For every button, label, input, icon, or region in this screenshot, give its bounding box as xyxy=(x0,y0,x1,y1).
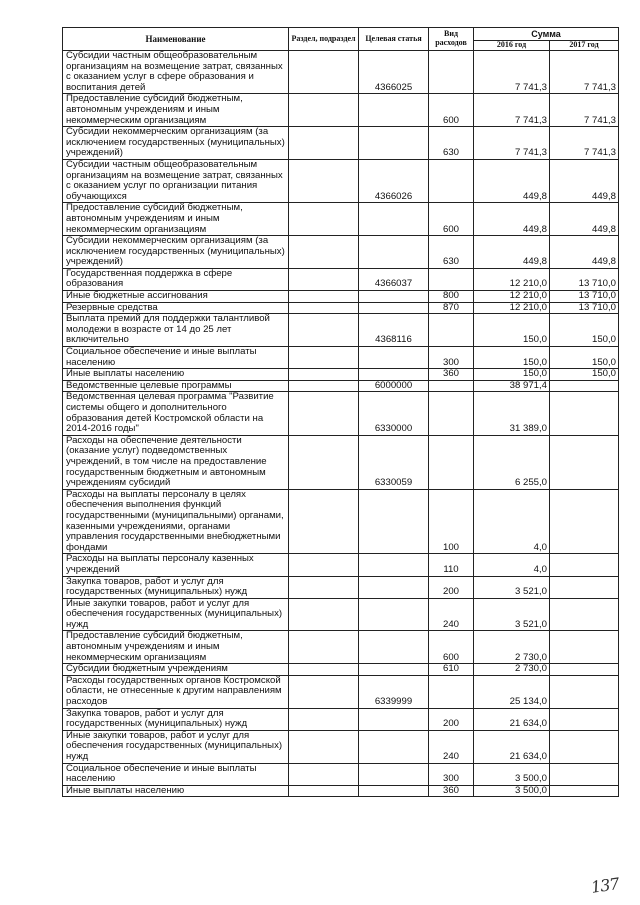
header-year-2016: 2016 год xyxy=(474,41,550,51)
cell-target xyxy=(359,302,429,314)
cell-sum-2017 xyxy=(550,554,619,576)
table-row xyxy=(63,314,619,347)
cell-name: Социальное обеспечение и иные выплаты населению xyxy=(63,763,289,785)
cell-expense-type xyxy=(429,435,474,489)
cell-expense-type: 200 xyxy=(429,708,474,730)
cell-target xyxy=(359,785,429,797)
cell-sum-2017: 13 710,0 xyxy=(550,302,619,314)
cell-expense-type: 300 xyxy=(429,763,474,785)
cell-sum-2016: 7 741,3 xyxy=(474,127,550,160)
cell-target xyxy=(359,203,429,236)
cell-expense-type: 300 xyxy=(429,347,474,369)
cell-expense-type: 200 xyxy=(429,576,474,598)
cell-sum-2017: 150,0 xyxy=(550,314,619,347)
table-row xyxy=(63,730,619,763)
cell-expense-type: 800 xyxy=(429,291,474,303)
cell-section xyxy=(289,314,359,347)
header-target: Целевая статья xyxy=(359,28,429,51)
cell-sum-2016: 449,8 xyxy=(474,159,550,202)
cell-target xyxy=(359,664,429,676)
cell-name: Предоставление субсидий бюджетным, автономным учреждениям и иным некоммерческим организациям xyxy=(63,203,289,236)
cell-section xyxy=(289,291,359,303)
cell-sum-2016: 12 210,0 xyxy=(474,291,550,303)
cell-sum-2016: 21 634,0 xyxy=(474,708,550,730)
cell-sum-2017: 449,8 xyxy=(550,159,619,202)
cell-target xyxy=(359,554,429,576)
table-row xyxy=(63,203,619,236)
cell-target xyxy=(359,598,429,631)
cell-section xyxy=(289,631,359,664)
cell-sum-2017 xyxy=(550,435,619,489)
table-row xyxy=(63,347,619,369)
table-body xyxy=(63,51,619,797)
cell-section xyxy=(289,380,359,392)
cell-expense-type xyxy=(429,314,474,347)
cell-name: Субсидии некоммерческим организациям (за исключением государственных (муниципальных) учреждений) xyxy=(63,236,289,269)
cell-sum-2016: 12 210,0 xyxy=(474,302,550,314)
cell-sum-2016: 3 521,0 xyxy=(474,576,550,598)
cell-sum-2016: 2 730,0 xyxy=(474,631,550,664)
cell-sum-2017: 7 741,3 xyxy=(550,51,619,94)
cell-name: Государственная поддержка в сфере образования xyxy=(63,268,289,290)
table-row xyxy=(63,159,619,202)
table-row xyxy=(63,302,619,314)
cell-section xyxy=(289,763,359,785)
cell-expense-type xyxy=(429,380,474,392)
cell-name: Иные закупки товаров, работ и услуг для обеспечения государственных (муниципальных) нужд xyxy=(63,730,289,763)
table-row xyxy=(63,392,619,435)
table-row xyxy=(63,127,619,160)
cell-target xyxy=(359,369,429,381)
cell-section xyxy=(289,785,359,797)
cell-expense-type: 600 xyxy=(429,631,474,664)
cell-sum-2017: 13 710,0 xyxy=(550,291,619,303)
cell-expense-type: 360 xyxy=(429,785,474,797)
cell-section xyxy=(289,369,359,381)
cell-expense-type: 240 xyxy=(429,730,474,763)
cell-section xyxy=(289,203,359,236)
page-number: 137 xyxy=(589,874,620,897)
cell-sum-2017 xyxy=(550,392,619,435)
cell-section xyxy=(289,302,359,314)
cell-sum-2017 xyxy=(550,664,619,676)
cell-name: Иные выплаты населению xyxy=(63,785,289,797)
cell-section xyxy=(289,392,359,435)
cell-sum-2016: 3 500,0 xyxy=(474,785,550,797)
cell-sum-2016: 2 730,0 xyxy=(474,664,550,676)
table-row xyxy=(63,380,619,392)
cell-section xyxy=(289,489,359,554)
cell-target xyxy=(359,291,429,303)
table-row xyxy=(63,576,619,598)
cell-sum-2016: 25 134,0 xyxy=(474,675,550,708)
cell-section xyxy=(289,127,359,160)
cell-expense-type: 100 xyxy=(429,489,474,554)
cell-sum-2017 xyxy=(550,380,619,392)
table-row xyxy=(63,554,619,576)
cell-section xyxy=(289,675,359,708)
cell-sum-2016: 4,0 xyxy=(474,489,550,554)
cell-name: Иные закупки товаров, работ и услуг для обеспечения государственных (муниципальных) нужд xyxy=(63,598,289,631)
table-row xyxy=(63,675,619,708)
header-sum: Сумма xyxy=(474,28,619,41)
cell-sum-2016: 449,8 xyxy=(474,203,550,236)
cell-expense-type: 110 xyxy=(429,554,474,576)
table-row xyxy=(63,94,619,127)
cell-section xyxy=(289,159,359,202)
cell-sum-2016: 31 389,0 xyxy=(474,392,550,435)
cell-target xyxy=(359,730,429,763)
cell-expense-type xyxy=(429,675,474,708)
cell-section xyxy=(289,435,359,489)
table-row xyxy=(63,489,619,554)
cell-section xyxy=(289,51,359,94)
cell-sum-2016: 21 634,0 xyxy=(474,730,550,763)
cell-sum-2016: 38 971,4 xyxy=(474,380,550,392)
cell-sum-2016: 449,8 xyxy=(474,236,550,269)
table-header xyxy=(63,28,619,51)
table-row xyxy=(63,435,619,489)
table-row xyxy=(63,51,619,94)
cell-expense-type: 610 xyxy=(429,664,474,676)
cell-name: Иные выплаты населению xyxy=(63,369,289,381)
cell-sum-2017 xyxy=(550,489,619,554)
cell-target: 4366037 xyxy=(359,268,429,290)
cell-section xyxy=(289,708,359,730)
cell-target xyxy=(359,94,429,127)
cell-expense-type: 630 xyxy=(429,236,474,269)
cell-sum-2016: 12 210,0 xyxy=(474,268,550,290)
table-row xyxy=(63,268,619,290)
cell-target: 4368116 xyxy=(359,314,429,347)
cell-sum-2017 xyxy=(550,763,619,785)
table-row xyxy=(63,369,619,381)
cell-sum-2016: 150,0 xyxy=(474,369,550,381)
cell-sum-2017: 449,8 xyxy=(550,236,619,269)
cell-expense-type: 360 xyxy=(429,369,474,381)
cell-name: Ведомственная целевая программа "Развитие системы общего и дополнительного образования детей Костромской области на 2014-2016 годы" xyxy=(63,392,289,435)
cell-section xyxy=(289,236,359,269)
cell-sum-2017: 150,0 xyxy=(550,347,619,369)
cell-sum-2017 xyxy=(550,708,619,730)
cell-name: Социальное обеспечение и иные выплаты населению xyxy=(63,347,289,369)
cell-name: Субсидии частным общеобразовательным организациям на возмещение затрат, связанных с оказанием услуг в сфере образования и воспитания детей xyxy=(63,51,289,94)
header-year-2017: 2017 год xyxy=(550,41,619,51)
cell-section xyxy=(289,664,359,676)
cell-sum-2016: 150,0 xyxy=(474,347,550,369)
cell-target: 6339999 xyxy=(359,675,429,708)
cell-target xyxy=(359,489,429,554)
cell-name: Расходы на выплаты персоналу казенных учреждений xyxy=(63,554,289,576)
cell-target xyxy=(359,127,429,160)
table-row xyxy=(63,598,619,631)
header-expense-type: Вид расходов xyxy=(429,28,474,51)
cell-sum-2016: 150,0 xyxy=(474,314,550,347)
cell-name: Субсидии бюджетным учреждениям xyxy=(63,664,289,676)
table-row xyxy=(63,236,619,269)
cell-section xyxy=(289,347,359,369)
cell-name: Предоставление субсидий бюджетным, автономным учреждениям и иным некоммерческим организациям xyxy=(63,94,289,127)
cell-target xyxy=(359,763,429,785)
cell-sum-2017: 13 710,0 xyxy=(550,268,619,290)
cell-section xyxy=(289,598,359,631)
cell-expense-type: 870 xyxy=(429,302,474,314)
cell-sum-2017 xyxy=(550,675,619,708)
table-row xyxy=(63,785,619,797)
cell-target: 4366025 xyxy=(359,51,429,94)
cell-expense-type xyxy=(429,159,474,202)
cell-sum-2017 xyxy=(550,576,619,598)
cell-sum-2017: 150,0 xyxy=(550,369,619,381)
header-name: Наименование xyxy=(63,28,289,51)
table-row xyxy=(63,664,619,676)
cell-sum-2016: 3 500,0 xyxy=(474,763,550,785)
cell-name: Расходы на выплаты персоналу в целях обеспечения выполнения функций государственными (муниципальными) органами, казенными учреждениями, органами управления государственными внебюджетными фондами xyxy=(63,489,289,554)
table-row xyxy=(63,631,619,664)
cell-target xyxy=(359,631,429,664)
cell-name: Расходы государственных органов Костромской области, не отнесенные к другим направлениям расходов xyxy=(63,675,289,708)
table-row xyxy=(63,708,619,730)
cell-section xyxy=(289,94,359,127)
cell-name: Предоставление субсидий бюджетным, автономным учреждениям и иным некоммерческим организациям xyxy=(63,631,289,664)
cell-expense-type xyxy=(429,268,474,290)
cell-sum-2016: 4,0 xyxy=(474,554,550,576)
cell-name: Закупка товаров, работ и услуг для государственных (муниципальных) нужд xyxy=(63,708,289,730)
cell-sum-2016: 6 255,0 xyxy=(474,435,550,489)
cell-target xyxy=(359,576,429,598)
cell-target xyxy=(359,708,429,730)
cell-expense-type: 600 xyxy=(429,203,474,236)
table-row xyxy=(63,763,619,785)
cell-target: 4366026 xyxy=(359,159,429,202)
cell-sum-2017 xyxy=(550,598,619,631)
cell-expense-type xyxy=(429,51,474,94)
cell-expense-type: 630 xyxy=(429,127,474,160)
cell-target: 6330000 xyxy=(359,392,429,435)
cell-target: 6000000 xyxy=(359,380,429,392)
cell-sum-2017: 449,8 xyxy=(550,203,619,236)
cell-section xyxy=(289,268,359,290)
cell-section xyxy=(289,576,359,598)
cell-sum-2017 xyxy=(550,730,619,763)
cell-target xyxy=(359,347,429,369)
header-section: Раздел, подраздел xyxy=(289,28,359,51)
cell-sum-2016: 3 521,0 xyxy=(474,598,550,631)
table-row xyxy=(63,291,619,303)
cell-expense-type: 240 xyxy=(429,598,474,631)
cell-section xyxy=(289,730,359,763)
cell-section xyxy=(289,554,359,576)
cell-sum-2017: 7 741,3 xyxy=(550,127,619,160)
cell-name: Резервные средства xyxy=(63,302,289,314)
cell-target: 6330059 xyxy=(359,435,429,489)
cell-sum-2017: 7 741,3 xyxy=(550,94,619,127)
cell-expense-type xyxy=(429,392,474,435)
cell-name: Субсидии частным общеобразовательным организациям на возмещение затрат, связанных с оказанием услуг по организации питания обучающихся xyxy=(63,159,289,202)
cell-sum-2017 xyxy=(550,631,619,664)
cell-expense-type: 600 xyxy=(429,94,474,127)
cell-name: Субсидии некоммерческим организациям (за исключением государственных (муниципальных) учреждений) xyxy=(63,127,289,160)
cell-sum-2016: 7 741,3 xyxy=(474,94,550,127)
cell-name: Иные бюджетные ассигнования xyxy=(63,291,289,303)
cell-name: Закупка товаров, работ и услуг для государственных (муниципальных) нужд xyxy=(63,576,289,598)
cell-sum-2017 xyxy=(550,785,619,797)
budget-table xyxy=(62,27,619,797)
cell-sum-2016: 7 741,3 xyxy=(474,51,550,94)
cell-name: Расходы на обеспечение деятельности (оказание услуг) подведомственных учреждений, в том числе на предоставление государственным бюджетным и автономным учреждениям субсидий xyxy=(63,435,289,489)
cell-name: Выплата премий для поддержки талантливой молодежи в возрасте от 14 до 25 лет включительно xyxy=(63,314,289,347)
cell-target xyxy=(359,236,429,269)
cell-name: Ведомственные целевые программы xyxy=(63,380,289,392)
